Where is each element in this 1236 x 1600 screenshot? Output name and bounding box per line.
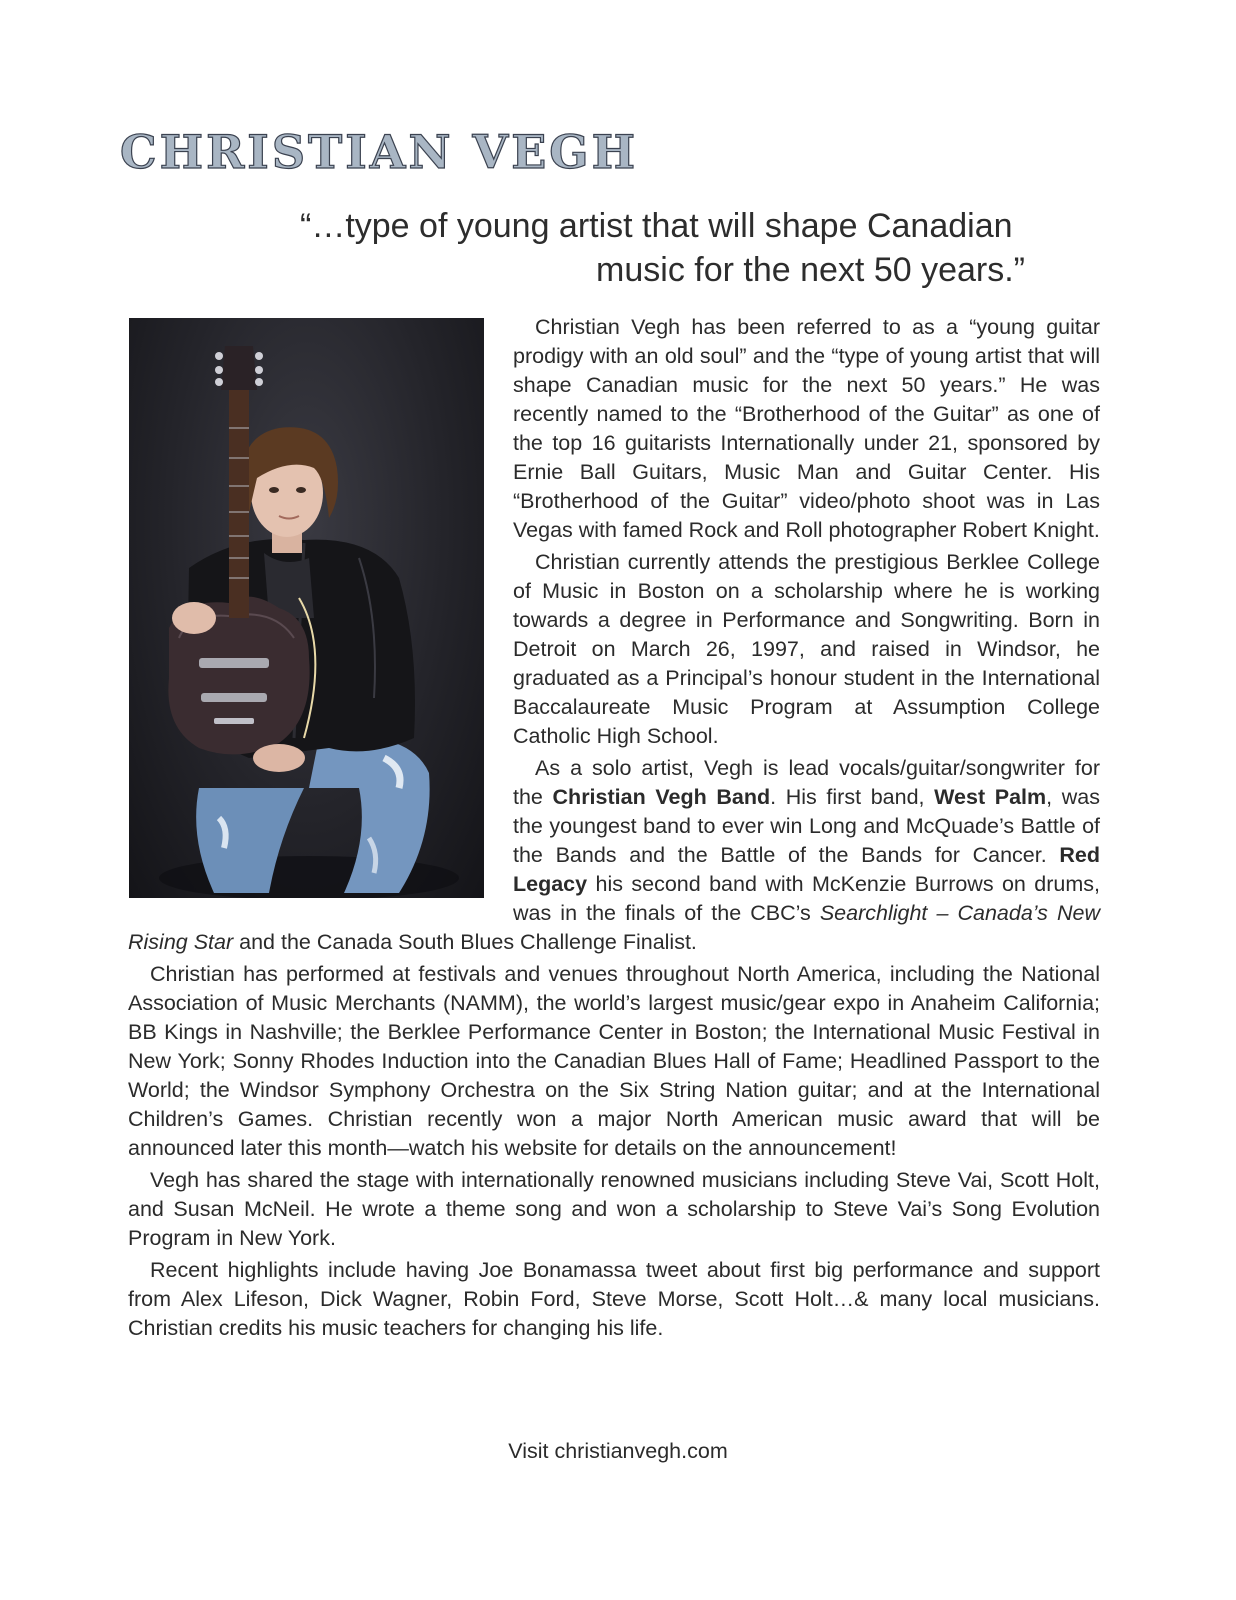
pull-quote-line-2: music for the next 50 years.” <box>596 251 1025 289</box>
paragraph-3-text-a: As a solo artist, Vegh is lead vocals/guitar/songwriter for the <box>513 756 1100 809</box>
band-name-red-legacy: Red Legacy <box>513 843 1100 896</box>
photo-float-spacer <box>128 313 513 909</box>
page-title: CHRISTIAN VEGH <box>120 125 639 179</box>
pull-quote-line-1: “…type of young artist that will shape Canadian <box>300 207 1013 245</box>
paragraph-5: Vegh has shared the stage with internationally renowned musicians including Steve Vai, Scott Holt, and Susan McNeil. He wrote a theme song and won a scholarship to Steve Vai’s Song Evolution Program in New York. <box>128 1168 1100 1250</box>
paragraph-6: Recent highlights include having Joe Bonamassa tweet about first big performance and support from Alex Lifeson, Dick Wagner, Robin Ford, Steve Morse, Scott Holt…& many local musicians. Christian credits his music teachers for changing his life. <box>128 1258 1100 1340</box>
article-body <box>128 313 1100 1346</box>
band-name-west-palm: West Palm <box>934 785 1047 809</box>
paragraph-2: Christian currently attends the prestigious Berklee College of Music in Boston on a scholarship where he is working towards a degree in Performance and Songwriting. Born in Detroit on March 26, 1997, and raised in Windsor, he graduated as a Principal’s honour student in the International Baccalaureate Music Program at Assumption College Catholic High School. <box>513 550 1100 748</box>
band-name-christian-vegh-band: Christian Vegh Band <box>552 785 771 809</box>
paragraph-3-text-b: . His first band, <box>770 785 935 809</box>
paragraph-3-text-c: , was the youngest band to ever win Long and McQuade’s Battle of the Bands and the Battle of the Bands for Cancer. <box>513 785 1101 867</box>
show-title-searchlight: Searchlight – Canada’s New Rising Star <box>128 901 1100 954</box>
website-link[interactable]: Visit christianvegh.com <box>508 1439 728 1463</box>
paragraph-3-text-d: his second band with McKenzie Burrows on drums, was in the finals of the CBC’s <box>513 872 1100 925</box>
paragraph-3-text-e: and the Canada South Blues Challenge Finalist. <box>233 930 697 954</box>
paragraph-4: Christian has performed at festivals and venues throughout North America, including the National Association of Music Merchants (NAMM), the world’s largest music/gear expo in Anaheim California; BB Kings in Nashville; the Berklee Performance Center in Boston; the International Music Festival in New York; Sonny Rhodes Induction into the Canadian Blues Hall of Fame; Headlined Passport to the World; the Windsor Symphony Orchestra on the Six String Nation guitar; and at the International Children’s Games. Christian recently won a major North American music award that will be announced later this month—watch his website for details on the announcement! <box>128 962 1100 1160</box>
paragraph-1: Christian Vegh has been referred to as a “young guitar prodigy with an old soul” and the “type of young artist that will shape Canadian music for the next 50 years.” He was recently named to the “Brotherhood of the Guitar” as one of the top 16 guitarists Internationally under 21, sponsored by Ernie Ball Guitars, Music Man and Guitar Center. His “Brotherhood of the Guitar” video/photo shoot was in Las Vegas with famed Rock and Roll photographer Robert Knight. <box>513 315 1100 542</box>
